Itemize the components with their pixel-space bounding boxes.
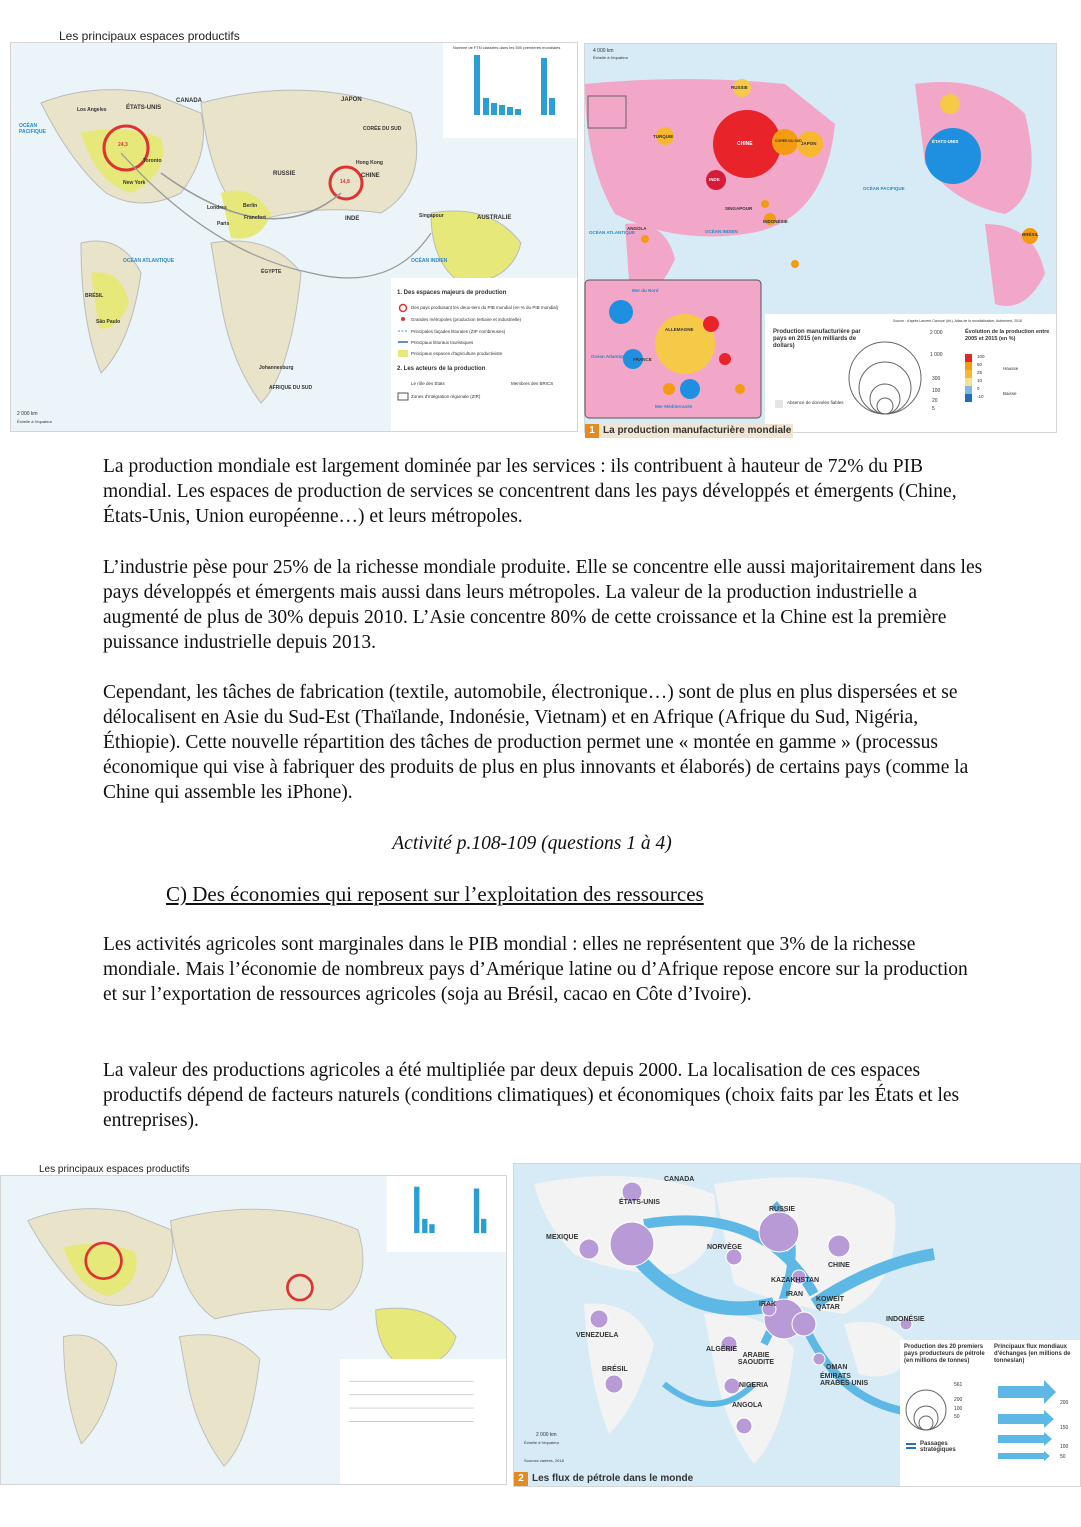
label-iran: IRAN: [786, 1291, 804, 1298]
label-russie: RUSSIE: [273, 171, 296, 177]
label-inde: INDE: [709, 177, 720, 182]
legend-value-200: 200: [954, 1397, 963, 1403]
legend-value-50: 50: [954, 1414, 960, 1420]
label-ocean-pacifique: OCÉAN PACIFIQUE: [863, 186, 905, 191]
label-allemagne: ALLEMAGNE: [665, 327, 694, 332]
legend-evo-100: 100: [977, 354, 985, 359]
legend-title-production: Production manufacturière par pays en 2015 (en milliards de dollars): [773, 329, 861, 349]
label-oman: OMAN: [826, 1364, 848, 1371]
paragraph-agri-value: La valeur des productions agricoles a été multipliée par deux depuis 2000. La localisation de ces espaces productifs dépend de facteurs naturels (conditions climatiques) et économiques (choix faits par les États et les entreprises).: [103, 1060, 960, 1131]
legend-item-4: Principaux littoraux touristiques: [411, 340, 474, 345]
world-map-graphic: [514, 1164, 1080, 1486]
label-kazakhstan: KAZAKHSTAN: [771, 1277, 820, 1284]
legend-evo-minus10: -10: [977, 394, 984, 399]
label-new-york: New York: [123, 180, 146, 186]
label-ocean-atlantique: OCÉAN ATLANTIQUE: [589, 230, 635, 235]
label-berlin: Berlin: [243, 203, 258, 209]
productive-spaces-map-bottom: [0, 1164, 507, 1485]
paragraph-relocation: Cependant, les tâches de fabrication (textile, automobile, électronique…) sont de plus en plus dispersées et se délocalisent en Asie du Sud-Est (Thaïlande, Indonésie, Vietnam) et en Afrique (Afrique du Sud, Nigéria, Éthiopie). Cette nouvelle répartition des tâches de production permet une « montée en gamme » (processus économique qui vise à fabriquer des produits de plus en plus innovants et élaborés) de certains pays (comme la Chine qui assemble les iPhone).: [103, 682, 969, 803]
label-indonesie: INDONÉSIE: [763, 219, 788, 224]
label-qatar: QATAR: [816, 1304, 840, 1311]
legend-evo-50: 50: [977, 362, 983, 367]
legend-value-2000: 2 000: [930, 330, 943, 336]
legend-item-brics: Membres des BRICS: [511, 381, 554, 386]
caption-number: 2: [514, 1472, 528, 1486]
label-bresil: BRÉSIL: [85, 293, 104, 299]
legend-title-evolution: Évolution de la production entre 2005 et 2015 (en %): [965, 329, 1050, 342]
label-paris: Paris: [217, 221, 230, 227]
map-scale: 4 000 km: [593, 48, 614, 54]
label-bresil: BRÉSIL: [602, 1366, 628, 1373]
activity-reference: Activité p.108-109 (questions 1 à 4): [392, 833, 672, 854]
map-source: Sources variées, 2018: [524, 1458, 564, 1463]
scale-note: Échelle à l'équateur: [17, 419, 53, 424]
label-etats-unis: ÉTATS-UNIS: [619, 1199, 660, 1206]
label-sao-paulo: São Paulo: [96, 319, 121, 325]
label-mediterranee: Mer Méditerranée: [655, 404, 693, 409]
label-londres: Londres: [207, 205, 227, 211]
label-ocean-atlantique: OCÉAN ATLANTIQUE: [123, 258, 175, 264]
legend-item-2: Grandes métropoles (production tertiaire et industrielle): [411, 317, 522, 322]
legend-value-100: 100: [932, 388, 941, 394]
paragraph-agriculture: Les activités agricoles sont marginales dans le PIB mondial : elles ne représentent que 3% de la richesse mondiale. Mais l’économie de nombreux pays d’Amérique latine ou d’Afrique repose encore sur la production et sur l’exportation de ressources agricoles (soja au Brésil, cacao en Côte d’Ivoire).: [103, 934, 968, 1005]
label-afrique-du-sud: AFRIQUE DU SUD: [269, 385, 313, 391]
legend-title-production: Production des 20 premiers pays producteurs de pétrole (en millions de tonnes): [904, 1344, 985, 1364]
legend-item-1: Des pays produisant les deux-tiers du PIB mondial (en % du PIB mondial): [411, 305, 559, 310]
label-usa: ÉTATS-UNIS: [126, 105, 162, 111]
map-source: Source : d'après Laurent Carroué (dir.), Atlas de la mondialisation, Autrement, 2018: [893, 319, 1022, 323]
label-mer-du-nord: Mer du Nord: [632, 288, 659, 293]
map-caption: [585, 424, 793, 438]
oil-flows-map: [513, 1163, 1081, 1487]
label-australie: AUSTRALIE: [477, 215, 512, 221]
legend-item-role-etats: Le rôle des États: [411, 381, 445, 386]
legend-value-300: 300: [932, 376, 941, 382]
label-arabie-saoudite: ARABIE SAOUDITE: [737, 1352, 775, 1366]
legend-evo-10: 10: [977, 378, 983, 383]
label-chine: CHINE: [361, 173, 380, 179]
legend-value-100: 100: [954, 1406, 963, 1412]
label-ocean-indien: OCÉAN INDIEN: [411, 258, 448, 264]
label-turquie: TURQUIE: [653, 134, 674, 139]
label-egypte: ÉGYPTE: [261, 269, 282, 275]
label-angola: ANGOLA: [627, 226, 647, 231]
scale-label: 2 000 km: [17, 411, 38, 417]
label-bresil: BRÉSIL: [1022, 232, 1039, 237]
label-irak: IRAK: [759, 1301, 777, 1308]
productive-spaces-map-top: [10, 29, 578, 432]
section-heading: C) Des économies qui reposent sur l’exploitation des ressources: [166, 882, 704, 906]
legend-value-20: 20: [932, 398, 938, 404]
map-title: Les principaux espaces productifs: [59, 29, 240, 43]
label-canada: CANADA: [664, 1176, 695, 1183]
label-mexique: MEXIQUE: [546, 1234, 579, 1241]
map-scale-note: Échelle à l'équateur: [593, 55, 629, 60]
label-johannesburg: Johannesburg: [259, 365, 294, 371]
label-koweit: KOWEÏT: [816, 1296, 844, 1303]
world-map-graphic: [11, 43, 577, 431]
label-venezuela: VENEZUELA: [576, 1332, 619, 1339]
label-chine: CHINE: [737, 141, 753, 147]
label-russie: RUSSIE: [769, 1206, 796, 1213]
legend-hausse: Hausse: [1003, 366, 1019, 371]
legend-baisse: Baisse: [1003, 391, 1017, 396]
label-coree: CORÉE DU SUD: [775, 139, 802, 143]
legend-title-flux: Principaux flux mondiaux d'échanges (en millions de tonnes/an): [994, 1344, 1071, 1364]
legend-absence: Absence de données fiables: [787, 400, 844, 405]
label-ocean-indien: OCÉAN INDIEN: [705, 229, 738, 234]
legend-value-5: 5: [932, 406, 935, 412]
manufacturing-production-map: [584, 43, 1057, 436]
legend-item-3: Principales façades littorales (ZIP nombreuses): [411, 329, 506, 334]
legend-flux-50: 50: [1060, 1454, 1066, 1460]
label-emirats: ÉMIRATS ARABES UNIS: [820, 1373, 869, 1387]
legend-flux-200: 200: [1060, 1400, 1069, 1406]
legend-value-1000: 1 000: [930, 352, 943, 358]
label-toronto: Toronto: [143, 158, 162, 164]
label-japon: JAPON: [801, 141, 817, 146]
label-nigeria: NIGERIA: [739, 1382, 769, 1389]
label-russie: RUSSIE: [731, 85, 748, 90]
caption-text: Les flux de pétrole dans le monde: [532, 1473, 694, 1484]
paragraph-services: La production mondiale est largement dominée par les services : ils contribuent à hauteur de 72% du PIB mondial. Les espaces de production de services se concentrent dans les pays développés et émergents (Chine, États-Unis, Union européenne…) et leurs métropoles.: [103, 456, 957, 527]
caption-number: 1: [585, 424, 599, 438]
label-angola: ANGOLA: [732, 1402, 763, 1409]
bubble-value-china: 14,8: [340, 179, 350, 185]
legend-value-561: 561: [954, 1382, 963, 1388]
label-singapour: Singapour: [419, 213, 444, 219]
label-singapour: SINGAPOUR: [725, 206, 753, 211]
label-japon: JAPON: [341, 97, 362, 103]
label-inde: INDE: [345, 216, 360, 222]
legend-item-zir: Zones d'intégration régionale (ZIR): [411, 394, 481, 399]
label-coree: CORÉE DU SUD: [363, 126, 402, 132]
map-scale-note: Échelle à l'équateur: [524, 1440, 560, 1445]
legend-evo-0: 0: [977, 386, 980, 391]
world-map-graphic: [585, 44, 1056, 432]
label-los-angeles: Los Angeles: [77, 107, 107, 113]
label-france: FRANCE: [633, 357, 652, 362]
map-caption: [514, 1472, 732, 1486]
label-ocean-atlantique-inset: Océan Atlantique: [591, 354, 628, 359]
label-hong-kong: Hong Kong: [356, 160, 383, 166]
caption-text: La production manufacturière mondiale: [603, 425, 792, 436]
world-map-graphic: [1, 1176, 506, 1484]
label-francfort: Francfort: [244, 215, 266, 221]
paragraph-industry: L’industrie pèse pour 25% de la richesse mondiale produite. Elle se concentre elle aussi majoritairement dans les pays développés et émergents mais aussi dans leurs métropoles. La valeur de la production industrielle a augmenté de plus de 30% depuis 2010. L’Asie concentre 80% de cette croissance et la Chine est la première puissance industrielle depuis 2013.: [103, 557, 983, 653]
label-algerie: ALGÉRIE: [706, 1346, 738, 1353]
legend-passages: Passages stratégiques: [920, 1441, 956, 1453]
label-ocean-pacifique: OCÉAN PACIFIQUE: [19, 123, 46, 135]
legend-title-1: 1. Des espaces majeurs de production: [397, 290, 507, 296]
legend-evo-25: 25: [977, 370, 983, 375]
label-indonesie: INDONÉSIE: [886, 1316, 925, 1323]
map-scale: 2 000 km: [536, 1432, 557, 1438]
legend-title-2: 2. Les acteurs de la production: [397, 366, 486, 372]
map-title: Les principaux espaces productifs: [39, 1164, 190, 1175]
label-etats-unis: ÉTATS-UNIS: [932, 139, 959, 144]
legend-flux-100: 100: [1060, 1444, 1069, 1450]
legend-flux-150: 150: [1060, 1425, 1069, 1431]
label-norvege: NORVÈGE: [707, 1244, 742, 1251]
bubble-value-usa: 24,3: [118, 142, 128, 148]
inset-chart-title: Nombre de FTN classées dans les 500 premières mondiales: [453, 45, 561, 50]
legend-item-5: Principaux espaces d'agriculture productiviste: [411, 351, 503, 356]
label-chine: CHINE: [828, 1262, 850, 1269]
label-canada: CANADA: [176, 98, 202, 104]
